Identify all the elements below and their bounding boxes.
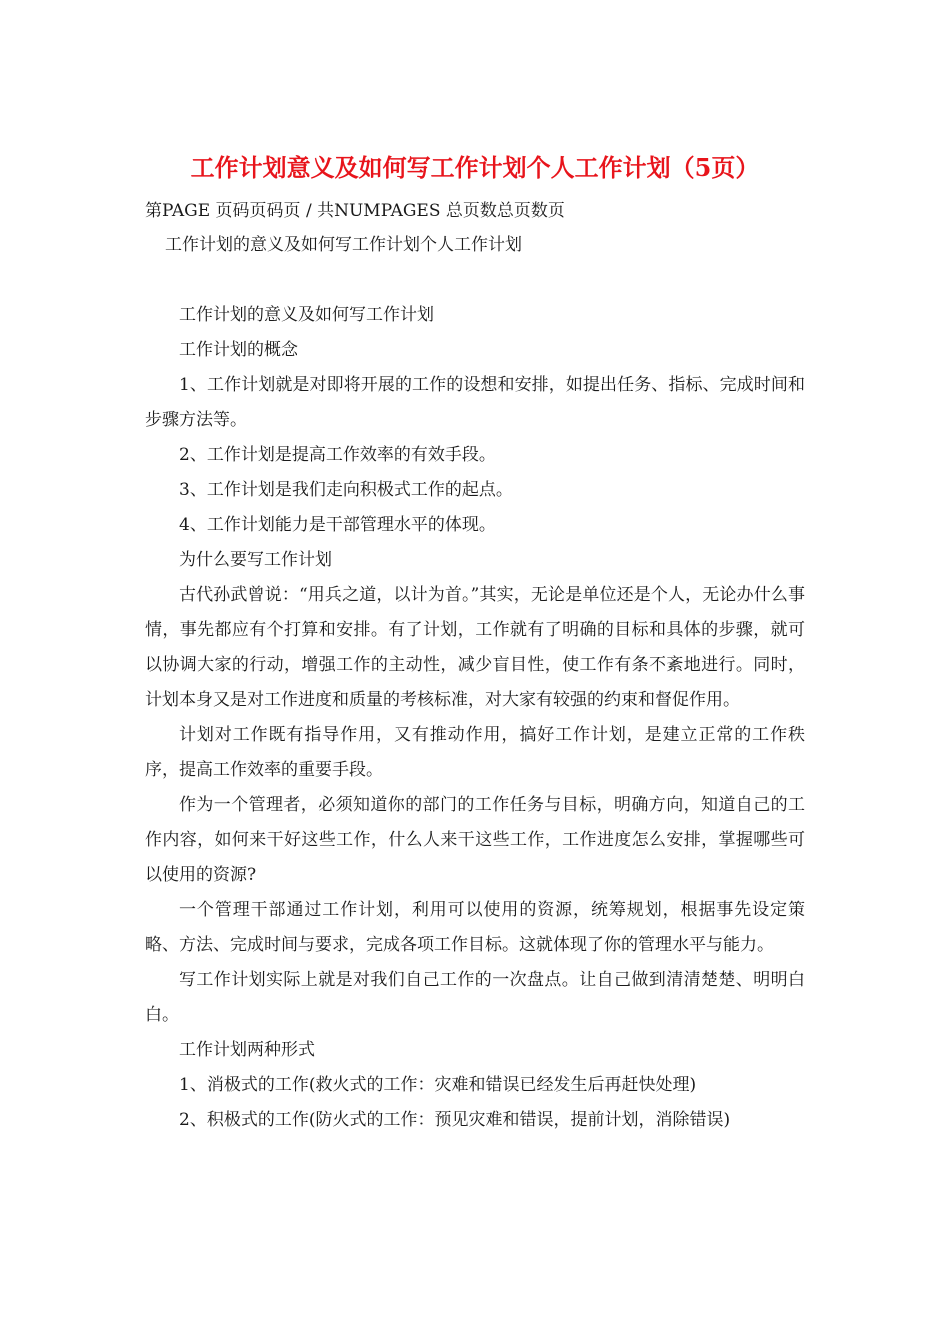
concept-item-2: 2、工作计划是提高工作效率的有效手段。	[179, 445, 496, 465]
paragraph-cadre: 一个管理干部通过工作计划，利用可以使用的资源，统筹规划，根据事先设定策略、方法、完成时间与要求，完成各项工作目标。这就体现了你的管理水平与能力。	[145, 900, 805, 955]
section-heading-forms: 工作计划两种形式	[179, 1040, 315, 1060]
document-title: 工作计划意义及如何写工作计划个人工作计划（5页）	[190, 153, 760, 182]
section-heading-why: 为什么要写工作计划	[179, 550, 332, 570]
section-heading-concept: 工作计划的概念	[179, 340, 298, 360]
concept-item-4: 4、工作计划能力是干部管理水平的体现。	[179, 515, 496, 535]
paragraph-manager: 作为一个管理者，必须知道你的部门的工作任务与目标，明确方向，知道自己的工作内容，如何来干好这些工作，什么人来干这些工作，工作进度怎么安排，掌握哪些可以使用的资源?	[145, 795, 805, 885]
paragraph-sunwu: 古代孙武曾说：“用兵之道，以计为首。”其实，无论是单位还是个人，无论办什么事情，事先都应有个打算和安排。有了计划，工作就有了明确的目标和具体的步骤，就可以协调大家的行动，增强工作的主动性，减少盲目性，使工作有条不紊地进行。同时，计划本身又是对工作进度和质量的考核标准，对大家有较强的约束和督促作用。	[145, 585, 805, 710]
form-item-2: 2、积极式的工作(防火式的工作：预见灾难和错误，提前计划，消除错误)	[179, 1110, 731, 1130]
page-number-field: 第PAGE 页码页码页 / 共NUMPAGES 总页数总页数页	[145, 201, 565, 221]
concept-item-1: 1、工作计划就是对即将开展的工作的设想和安排，如提出任务、指标、完成时间和步骤方法等。	[145, 375, 805, 430]
form-item-1: 1、消极式的工作(救火式的工作：灾难和错误已经发生后再赶快处理)	[179, 1075, 697, 1095]
concept-item-3: 3、工作计划是我们走向积极式工作的起点。	[179, 480, 513, 500]
section-heading-meaning: 工作计划的意义及如何写工作计划	[179, 305, 434, 325]
paragraph-guidance: 计划对工作既有指导作用，又有推动作用，搞好工作计划，是建立正常的工作秩序，提高工作效率的重要手段。	[145, 725, 805, 780]
paragraph-inventory: 写工作计划实际上就是对我们自己工作的一次盘点。让自己做到清清楚楚、明明白白。	[145, 970, 805, 1025]
document-subtitle: 工作计划的意义及如何写工作计划个人工作计划	[165, 235, 522, 255]
document-body	[145, 298, 805, 1138]
